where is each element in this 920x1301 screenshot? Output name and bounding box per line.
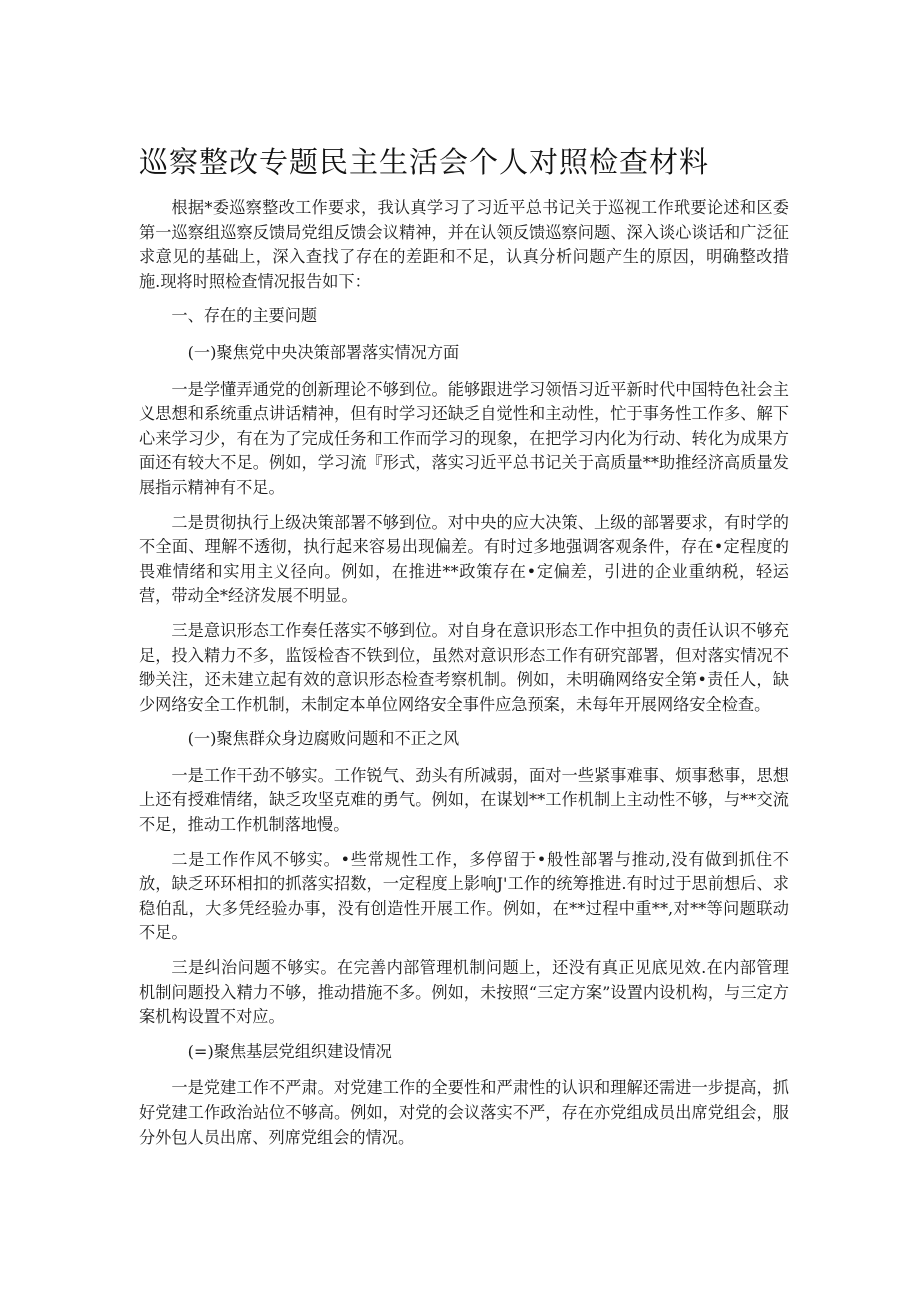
document-title: 巡察整改专题民主生活会个人对照检查材料: [139, 145, 710, 179]
paragraph-theory-study: 一是学懂弄通党的创新理论不够到位。能够跟进学习领悟习近平新时代中国特色社会主义思想和系统重点讲话精神，但有时学习还缺乏自觉性和主动性，忙于事务性工作多、解下心来学习少，有在为了完成任务和工作而学习的现象，在把学习内化为行动、转化为成果方面还有较大不足。例如，学习流『形式，落实习近平总书记关于高质量**助推经济高质量发展指示精神有不足。: [139, 379, 789, 497]
paragraph-work-drive: 一是工作干劲不够实。工作锐气、劲头有所减弱，面对一些紧事难事、烦事愁事，思想上还有授难情绪，缺乏攻坚克难的勇气。例如，在谋划**工作机制上主动性不够，与**交流不足，推动工作机制落地慢。: [139, 765, 789, 835]
paragraph-rectification: 三是纠治问题不够实。在完善内部管理机制问题上，还没有真正见底见效.在内部管理机制问题投入精力不够，推动措施不多。例如，未按照“三定方案”设置内设机构，与三定方案机构设置不对应。: [139, 958, 789, 1027]
intro-paragraph: 根据*委巡察整改工作要求，我认真学习了习近平总书记关于巡视工作玳要论述和区委第一巡察组巡察反馈局党组反馈会议精神，并在认领反馈巡察问题、深入谈心谈话和广泛征求意见的基础上，深入查找了存在的差距和不足，认真分析问题产生的原因，明确整改措施.现将时照检查情况报告如下：: [139, 198, 789, 291]
paragraph-ideology: 三是意识形态工作奏任落实不够到位。对自身在意识形态工作中担负的责任认识不够充足，投入精力不多，监馁检杳不铁到位，虽然对意识形态工作有研究部署，但对落实情况不缈关注，还未建立起有效的意识形态检查考察机制。例如，未明确网络安全第•责任人，缺少网络安全工作机制，未制定本单位网络安全事件应急预案，未每年开展网络安全检查。: [139, 620, 789, 714]
subsection-heading-central-decisions: (一)聚焦党中央决策部署落实情况方面: [187, 342, 460, 362]
paragraph-work-style: 二是工作作风不够实。•些常规性工作，多停留于•般性部署与推动,没有做到抓住不放，缺乏环环相扣的抓落实招数，一定程度上影响J'工作的统筹推进.有时过于思前想后、求稳伯乱，大多凭经验办事，没有创造性开展工作。例如，在**过程中重**,对**等问题联动不足。: [139, 849, 789, 943]
subsection-heading-party-building: (=)聚焦基层党组织建设情况: [187, 1041, 392, 1061]
subsection-heading-corruption: (一)聚焦群众身边腐败问题和不正之风: [187, 729, 460, 749]
paragraph-implementation: 二是贯彻执行上级决策部署不够到位。对中央的应大决策、上级的部署要求，有时学的不全面、理解不透彻，执行起来容易出现偏差。有时过多地强调客观条件，存在•定程度的畏难情绪和实用主义径向。例如，在推进**政策存在•定偏差，引进的企业重纳税，轻运营，带动全*经济发展不明显。: [139, 512, 789, 606]
document-body: [139, 196, 789, 1160]
paragraph-party-building: 一是党建工作不严肃。对党建工作的全要性和严肃性的认识和理解还需进一步提高，抓好党建工作政治站位不够高。例如，对党的会议落实不严，存在亦党组成员出席党组会，服分外包人员出席、列席党组会的情况。: [139, 1078, 789, 1147]
section-heading-problems: 一、存在的主要问题: [171, 306, 318, 326]
